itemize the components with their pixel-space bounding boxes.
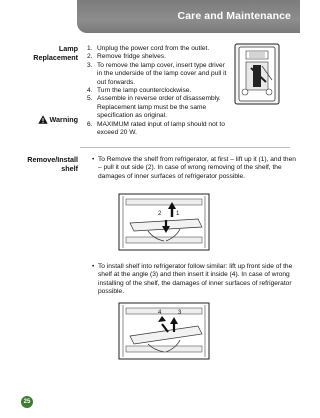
section-divider (80, 147, 290, 148)
figure-label: 1 (176, 211, 180, 217)
lamp-cover-illustration (232, 42, 282, 106)
step-number: 4. (87, 87, 93, 95)
bullet-dot: • (92, 263, 95, 270)
lamp-step (87, 121, 229, 138)
shelf-label-line2: shelf (61, 163, 78, 173)
shelf-install-text: To install shelf into refrigerator follow similar: lift up front side of the shelf at the angle (3) and then insert it inside (4). In case of wrong installing of the shelf, the damages of inner surfaces of refrigerator possible. (98, 263, 293, 296)
warning-icon (38, 115, 48, 124)
lamp-label-line2: Replacement (33, 52, 78, 62)
shelf-install-illustration (118, 302, 210, 360)
warning-text: Warning (49, 115, 78, 124)
header-bar (77, 0, 300, 33)
shelf-remove-paragraph (92, 156, 298, 181)
step-text: Unplug the power cord from the outlet. (97, 45, 210, 52)
step-number: 1. (87, 45, 93, 52)
page-title: Care and Maintenance (177, 10, 291, 22)
bullet-dot: • (92, 156, 95, 163)
lamp-step (87, 45, 229, 53)
step-text: Turn the lamp counterclockwise. (97, 87, 192, 95)
step-text: MAXIMUM rated input of lamp should not to exceed 20 W. (97, 120, 225, 137)
lamp-step (87, 53, 229, 61)
shelf-section-label (27, 156, 78, 174)
shelf-removal-illustration (118, 193, 210, 251)
warning-label (38, 115, 78, 124)
lamp-step (87, 62, 229, 87)
step-text: Assemble in reverse order of disassembly. Replacement lamp must be the same specification as original. (97, 95, 221, 120)
figure-label: 3 (178, 310, 182, 316)
shelf-remove-text: To Remove the shelf from refrigerator, at first – lift up it (1), and then – pull it out side (2). In case of wrong removing of the shelf, the damages of inner surfaces of refrigerator possible. (98, 156, 296, 180)
shelf-install-paragraph (92, 263, 298, 297)
figure-label: 2 (158, 211, 162, 217)
lamp-label-line1: Lamp (58, 44, 78, 53)
figure-label: 4 (158, 310, 162, 316)
step-number: 6. (87, 120, 93, 128)
lamp-section-label (33, 45, 78, 63)
step-number: 2. (87, 53, 93, 61)
step-number: 3. (87, 61, 93, 69)
lamp-step (87, 87, 229, 95)
step-text: Remove fridge shelves. (97, 53, 166, 61)
step-number: 5. (87, 95, 93, 103)
page-number: 25 (21, 396, 33, 408)
lamp-step (87, 95, 229, 120)
step-text: To remove the lamp cover, insert type driver in the underside of the lamp cover and pull it out forwards. (97, 61, 227, 86)
lamp-steps-list (87, 45, 229, 137)
shelf-label-line1: Remove/Install (27, 155, 78, 164)
